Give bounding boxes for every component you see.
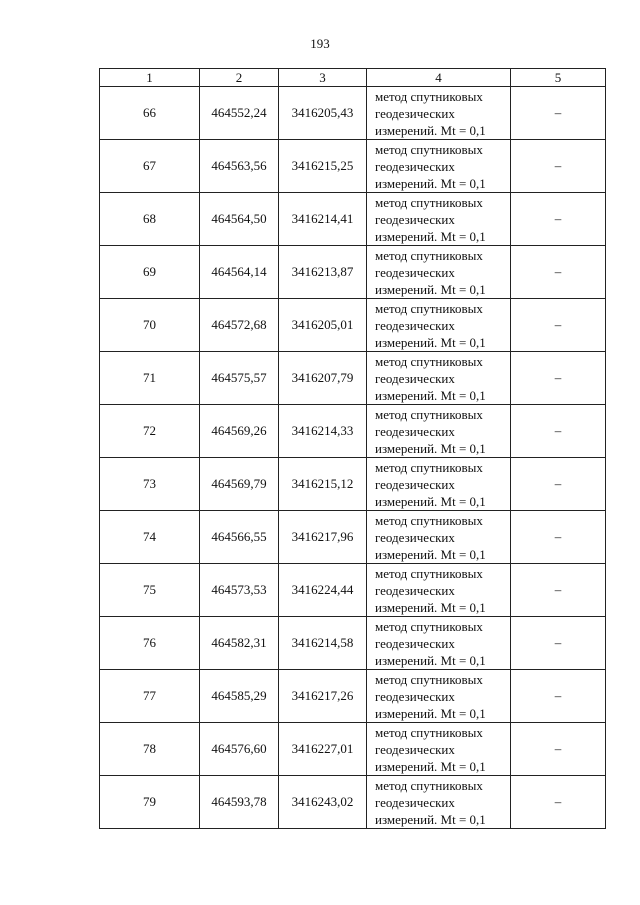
point-number-cell: 68	[100, 193, 200, 246]
column-header: 4	[367, 69, 511, 87]
method-line: метод спутниковых	[375, 512, 483, 528]
method-line: метод спутниковых	[375, 141, 483, 157]
x-coordinate-cell: 464566,55	[200, 511, 279, 564]
method-line: измерений. Mt = 0,1	[375, 334, 486, 350]
column-header: 5	[511, 69, 606, 87]
method-line: метод спутниковых	[375, 247, 483, 263]
method-line: метод спутниковых	[375, 618, 483, 634]
x-coordinate-cell: 464552,24	[200, 87, 279, 140]
note-cell: –	[511, 193, 606, 246]
method-line: измерений. Mt = 0,1	[375, 705, 486, 721]
note-cell: –	[511, 564, 606, 617]
table-row	[100, 458, 606, 511]
method-line: измерений. Mt = 0,1	[375, 228, 486, 244]
note-cell: –	[511, 87, 606, 140]
method-line: геодезических	[375, 317, 455, 333]
column-header: 3	[279, 69, 367, 87]
method-line: метод спутниковых	[375, 671, 483, 687]
method-cell	[367, 564, 511, 617]
method-line: геодезических	[375, 158, 455, 174]
x-coordinate-cell: 464564,14	[200, 246, 279, 299]
method-cell	[367, 193, 511, 246]
method-cell	[367, 87, 511, 140]
point-number-cell: 76	[100, 617, 200, 670]
method-line: геодезических	[375, 105, 455, 121]
point-number-cell: 69	[100, 246, 200, 299]
column-header: 1	[100, 69, 200, 87]
method-line: метод спутниковых	[375, 353, 483, 369]
table-row	[100, 776, 606, 829]
table-row	[100, 299, 606, 352]
method-line: измерений. Mt = 0,1	[375, 387, 486, 403]
method-line: геодезических	[375, 211, 455, 227]
y-coordinate-cell: 3416215,25	[279, 140, 367, 193]
method-line: геодезических	[375, 635, 455, 651]
method-cell	[367, 246, 511, 299]
method-line: геодезических	[375, 741, 455, 757]
method-line: метод спутниковых	[375, 88, 483, 104]
y-coordinate-cell: 3416217,26	[279, 670, 367, 723]
note-cell: –	[511, 299, 606, 352]
method-line: геодезических	[375, 688, 455, 704]
y-coordinate-cell: 3416243,02	[279, 776, 367, 829]
point-number-cell: 73	[100, 458, 200, 511]
note-cell: –	[511, 405, 606, 458]
method-cell	[367, 670, 511, 723]
method-line: геодезических	[375, 582, 455, 598]
method-cell	[367, 299, 511, 352]
x-coordinate-cell: 464569,26	[200, 405, 279, 458]
x-coordinate-cell: 464573,53	[200, 564, 279, 617]
table-row	[100, 87, 606, 140]
method-line: метод спутниковых	[375, 459, 483, 475]
method-line: геодезических	[375, 264, 455, 280]
y-coordinate-cell: 3416214,41	[279, 193, 367, 246]
y-coordinate-cell: 3416213,87	[279, 246, 367, 299]
x-coordinate-cell: 464572,68	[200, 299, 279, 352]
method-line: измерений. Mt = 0,1	[375, 122, 486, 138]
y-coordinate-cell: 3416214,33	[279, 405, 367, 458]
method-line: измерений. Mt = 0,1	[375, 175, 486, 191]
y-coordinate-cell: 3416207,79	[279, 352, 367, 405]
method-line: измерений. Mt = 0,1	[375, 758, 486, 774]
table-row	[100, 617, 606, 670]
point-number-cell: 77	[100, 670, 200, 723]
note-cell: –	[511, 670, 606, 723]
note-cell: –	[511, 458, 606, 511]
note-cell: –	[511, 246, 606, 299]
x-coordinate-cell: 464563,56	[200, 140, 279, 193]
method-line: метод спутниковых	[375, 406, 483, 422]
method-cell	[367, 617, 511, 670]
page-number: 193	[310, 36, 330, 51]
coordinates-table	[99, 68, 606, 829]
method-line: геодезических	[375, 476, 455, 492]
note-cell: –	[511, 617, 606, 670]
method-line: геодезических	[375, 529, 455, 545]
point-number-cell: 74	[100, 511, 200, 564]
table-row	[100, 405, 606, 458]
point-number-cell: 66	[100, 87, 200, 140]
y-coordinate-cell: 3416217,96	[279, 511, 367, 564]
table-row	[100, 564, 606, 617]
note-cell: –	[511, 723, 606, 776]
method-line: измерений. Mt = 0,1	[375, 493, 486, 509]
method-line: метод спутниковых	[375, 777, 483, 793]
point-number-cell: 75	[100, 564, 200, 617]
method-line: измерений. Mt = 0,1	[375, 599, 486, 615]
method-cell	[367, 405, 511, 458]
y-coordinate-cell: 3416215,12	[279, 458, 367, 511]
point-number-cell: 70	[100, 299, 200, 352]
note-cell: –	[511, 352, 606, 405]
table-row	[100, 723, 606, 776]
method-cell	[367, 352, 511, 405]
x-coordinate-cell: 464593,78	[200, 776, 279, 829]
method-line: геодезических	[375, 423, 455, 439]
method-cell	[367, 458, 511, 511]
point-number-cell: 79	[100, 776, 200, 829]
x-coordinate-cell: 464564,50	[200, 193, 279, 246]
table-row	[100, 352, 606, 405]
method-cell	[367, 511, 511, 564]
x-coordinate-cell: 464576,60	[200, 723, 279, 776]
y-coordinate-cell: 3416214,58	[279, 617, 367, 670]
method-cell	[367, 723, 511, 776]
point-number-cell: 72	[100, 405, 200, 458]
method-cell	[367, 776, 511, 829]
method-line: метод спутниковых	[375, 300, 483, 316]
method-line: метод спутниковых	[375, 565, 483, 581]
table-row	[100, 670, 606, 723]
table-header-row	[100, 69, 606, 87]
method-line: геодезических	[375, 794, 455, 810]
table-row	[100, 246, 606, 299]
x-coordinate-cell: 464585,29	[200, 670, 279, 723]
x-coordinate-cell: 464569,79	[200, 458, 279, 511]
method-line: измерений. Mt = 0,1	[375, 546, 486, 562]
x-coordinate-cell: 464582,31	[200, 617, 279, 670]
method-line: измерений. Mt = 0,1	[375, 281, 486, 297]
y-coordinate-cell: 3416205,01	[279, 299, 367, 352]
method-line: метод спутниковых	[375, 194, 483, 210]
x-coordinate-cell: 464575,57	[200, 352, 279, 405]
point-number-cell: 71	[100, 352, 200, 405]
note-cell: –	[511, 140, 606, 193]
y-coordinate-cell: 3416205,43	[279, 87, 367, 140]
method-line: измерений. Mt = 0,1	[375, 652, 486, 668]
table-row	[100, 193, 606, 246]
y-coordinate-cell: 3416224,44	[279, 564, 367, 617]
point-number-cell: 78	[100, 723, 200, 776]
note-cell: –	[511, 776, 606, 829]
method-line: измерений. Mt = 0,1	[375, 811, 486, 827]
method-cell	[367, 140, 511, 193]
note-cell: –	[511, 511, 606, 564]
table-row	[100, 140, 606, 193]
table-row	[100, 511, 606, 564]
point-number-cell: 67	[100, 140, 200, 193]
y-coordinate-cell: 3416227,01	[279, 723, 367, 776]
method-line: геодезических	[375, 370, 455, 386]
column-header: 2	[200, 69, 279, 87]
method-line: метод спутниковых	[375, 724, 483, 740]
method-line: измерений. Mt = 0,1	[375, 440, 486, 456]
